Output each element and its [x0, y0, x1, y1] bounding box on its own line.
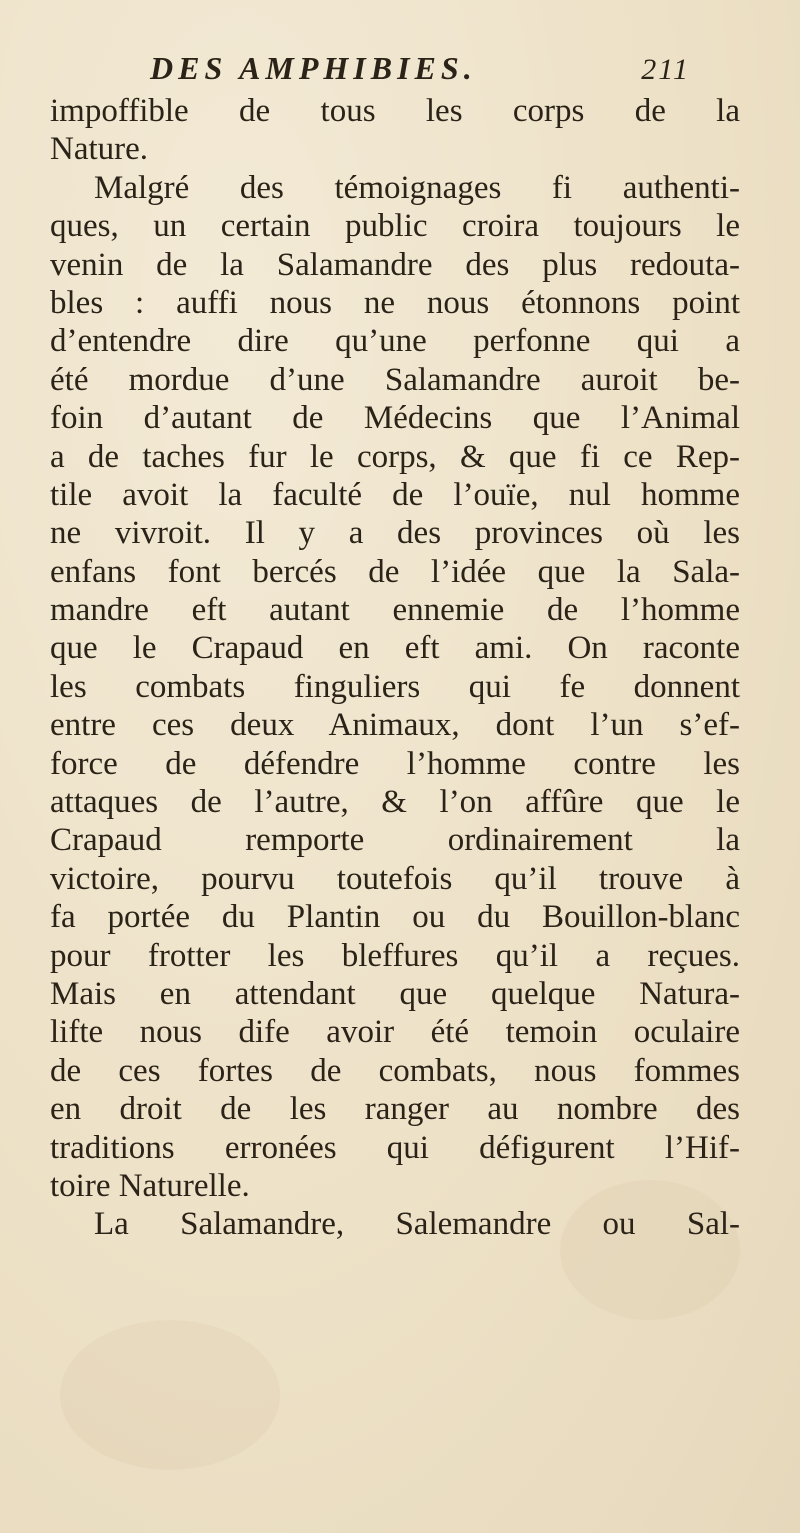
text-line: enfans font bercés de l’idée que la Sala- — [50, 553, 740, 590]
text-line: ne vivroit. Il y a des provinces où les — [50, 515, 740, 552]
text-line: Mais en attendant que quelque Natura- — [50, 975, 740, 1012]
text-line: de ces fortes de combats, nous fommes — [50, 1052, 740, 1089]
text-line: été mordue d’une Salamandre auroit be- — [50, 361, 740, 398]
text-line: mandre eft autant ennemie de l’homme — [50, 592, 740, 629]
text-line: que le Crapaud en eft ami. On raconte — [50, 630, 740, 667]
text-line: La Salamandre, Salemandre ou Sal- — [94, 1206, 740, 1243]
text-line: Crapaud remporte ordinairement la — [50, 822, 740, 859]
text-line: Malgré des témoignages fi authenti- — [94, 169, 740, 206]
text-line: bles : auffi nous ne nous étonnons point — [50, 284, 740, 321]
text-line: force de défendre l’homme contre les — [50, 745, 740, 782]
text-line: entre ces deux Animaux, dont l’un s’ef- — [50, 707, 740, 744]
text-line: victoire, pourvu toutefois qu’il trouve à — [50, 860, 740, 897]
text-line: impoffible de tous les corps de la — [50, 93, 740, 129]
text-line: venin de la Salamandre des plus redouta- — [50, 246, 740, 283]
running-title: DES AMPHIBIES. — [150, 50, 477, 86]
text-line: tile avoit la faculté de l’ouïe, nul homme — [50, 476, 740, 513]
text-line: toire Naturelle. — [50, 1167, 250, 1204]
text-line: en droit de les ranger au nombre des — [50, 1091, 740, 1128]
text-line: traditions erronées qui défigurent l’Hif- — [50, 1129, 740, 1166]
running-header — [150, 50, 690, 98]
text-line: ques, un certain public croira toujours le — [50, 208, 740, 245]
text-line: foin d’autant de Médecins que l’Animal — [50, 400, 740, 437]
text-line: les combats finguliers qui fe donnent — [50, 668, 740, 705]
paper-stain — [60, 1320, 280, 1470]
text-line: Nature. — [50, 131, 149, 168]
text-line: fa portée du Plantin ou du Bouillon-blanc — [50, 899, 740, 936]
page-number: 211 — [641, 53, 690, 86]
body-text — [50, 92, 740, 1244]
text-line: pour frotter les bleffures qu’il a reçues. — [50, 937, 740, 974]
text-line: d’entendre dire qu’une perfonne qui a — [50, 323, 740, 360]
text-line: a de taches fur le corps, & que fi ce Rep- — [50, 438, 740, 475]
text-line: lifte nous dife avoir été temoin oculaire — [50, 1014, 740, 1051]
text-line: attaques de l’autre, & l’on affûre que le — [50, 784, 740, 821]
